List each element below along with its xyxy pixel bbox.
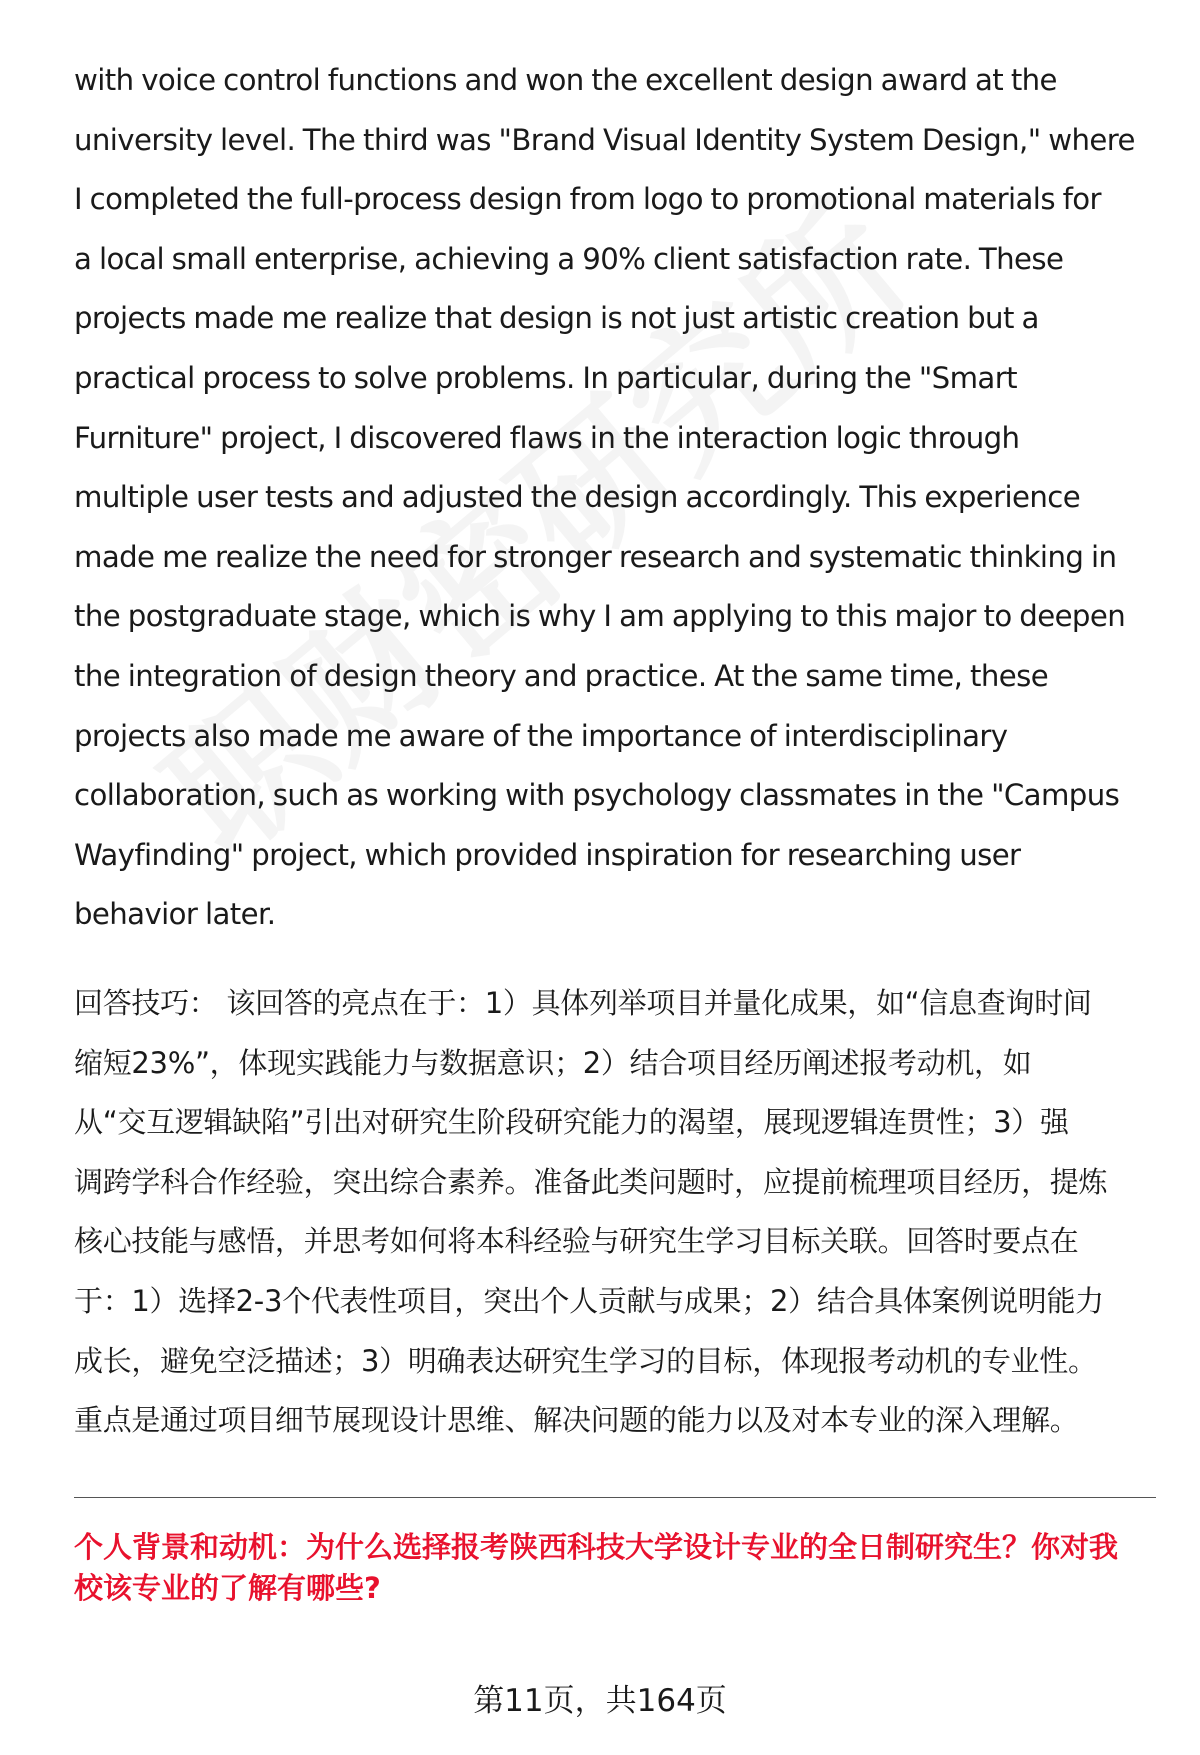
section-divider	[74, 1497, 1156, 1498]
body-line: multiple user tests and adjusted the design accordingly. This experience	[74, 480, 1081, 515]
question-line: 个人背景和动机：为什么选择报考陕西科技大学设计专业的全日制研究生？你对我	[74, 1530, 1119, 1564]
body-line: made me realize the need for stronger research and systematic thinking in	[74, 539, 1117, 574]
question-line: 校该专业的了解有哪些?	[74, 1571, 381, 1605]
tips-line: 调跨学科合作经验，突出综合素养。准备此类问题时，应提前梳理项目经历，提炼	[74, 1164, 1108, 1199]
tips-line: 重点是通过项目细节展现设计思维、解决问题的能力以及对本专业的深入理解。	[74, 1403, 1079, 1438]
answer-body-english	[74, 51, 1154, 945]
tips-line: 缩短23%”，体现实践能力与数据意识；2）结合项目经历阐述报考动机，如	[74, 1045, 1032, 1080]
body-line: projects made me realize that design is not just artistic creation but a	[74, 301, 1039, 336]
page-number: 第11页，共164页	[473, 1683, 727, 1719]
tips-line: 成长，避免空泛描述；3）明确表达研究生学习的目标，体现报考动机的专业性。	[74, 1343, 1097, 1378]
tips-line: 于：1）选择2-3个代表性项目，突出个人贡献与成果；2）结合具体案例说明能力	[74, 1283, 1104, 1318]
tips-line: 从“交互逻辑缺陷”引出对研究生阶段研究能力的渴望，展现逻辑连贯性；3）强	[74, 1105, 1069, 1140]
tips-line: 核心技能与感悟，并思考如何将本科经验与研究生学习目标关联。回答时要点在	[74, 1224, 1079, 1259]
body-line: with voice control functions and won the excellent design award at the	[74, 63, 1057, 97]
body-line: collaboration, such as working with psychology classmates in the "Campus	[74, 778, 1120, 813]
body-line: practical process to solve problems. In particular, during the "Smart	[74, 360, 1017, 395]
body-line: I completed the full-process design from logo to promotional materials for	[74, 182, 1101, 217]
body-line: Furniture" project, I discovered flaws in the interaction logic through	[74, 420, 1020, 455]
next-question-heading	[74, 1527, 1156, 1609]
tips-line: 回答技巧： 该回答的亮点在于：1）具体列举项目并量化成果，如“信息查询时间	[74, 986, 1092, 1020]
body-line: the integration of design theory and practice. At the same time, these	[74, 658, 1049, 693]
body-line: behavior later.	[74, 897, 276, 932]
body-line: the postgraduate stage, which is why I am applying to this major to deepen	[74, 599, 1126, 634]
body-line: projects also made me aware of the importance of interdisciplinary	[74, 718, 1008, 753]
answer-tips	[74, 974, 1154, 1451]
body-line: Wayfinding" project, which provided inspiration for researching user	[74, 837, 1021, 872]
body-line: university level. The third was "Brand Visual Identity System Design," where	[74, 122, 1135, 157]
body-line: a local small enterprise, achieving a 90% client satisfaction rate. These	[74, 241, 1064, 276]
